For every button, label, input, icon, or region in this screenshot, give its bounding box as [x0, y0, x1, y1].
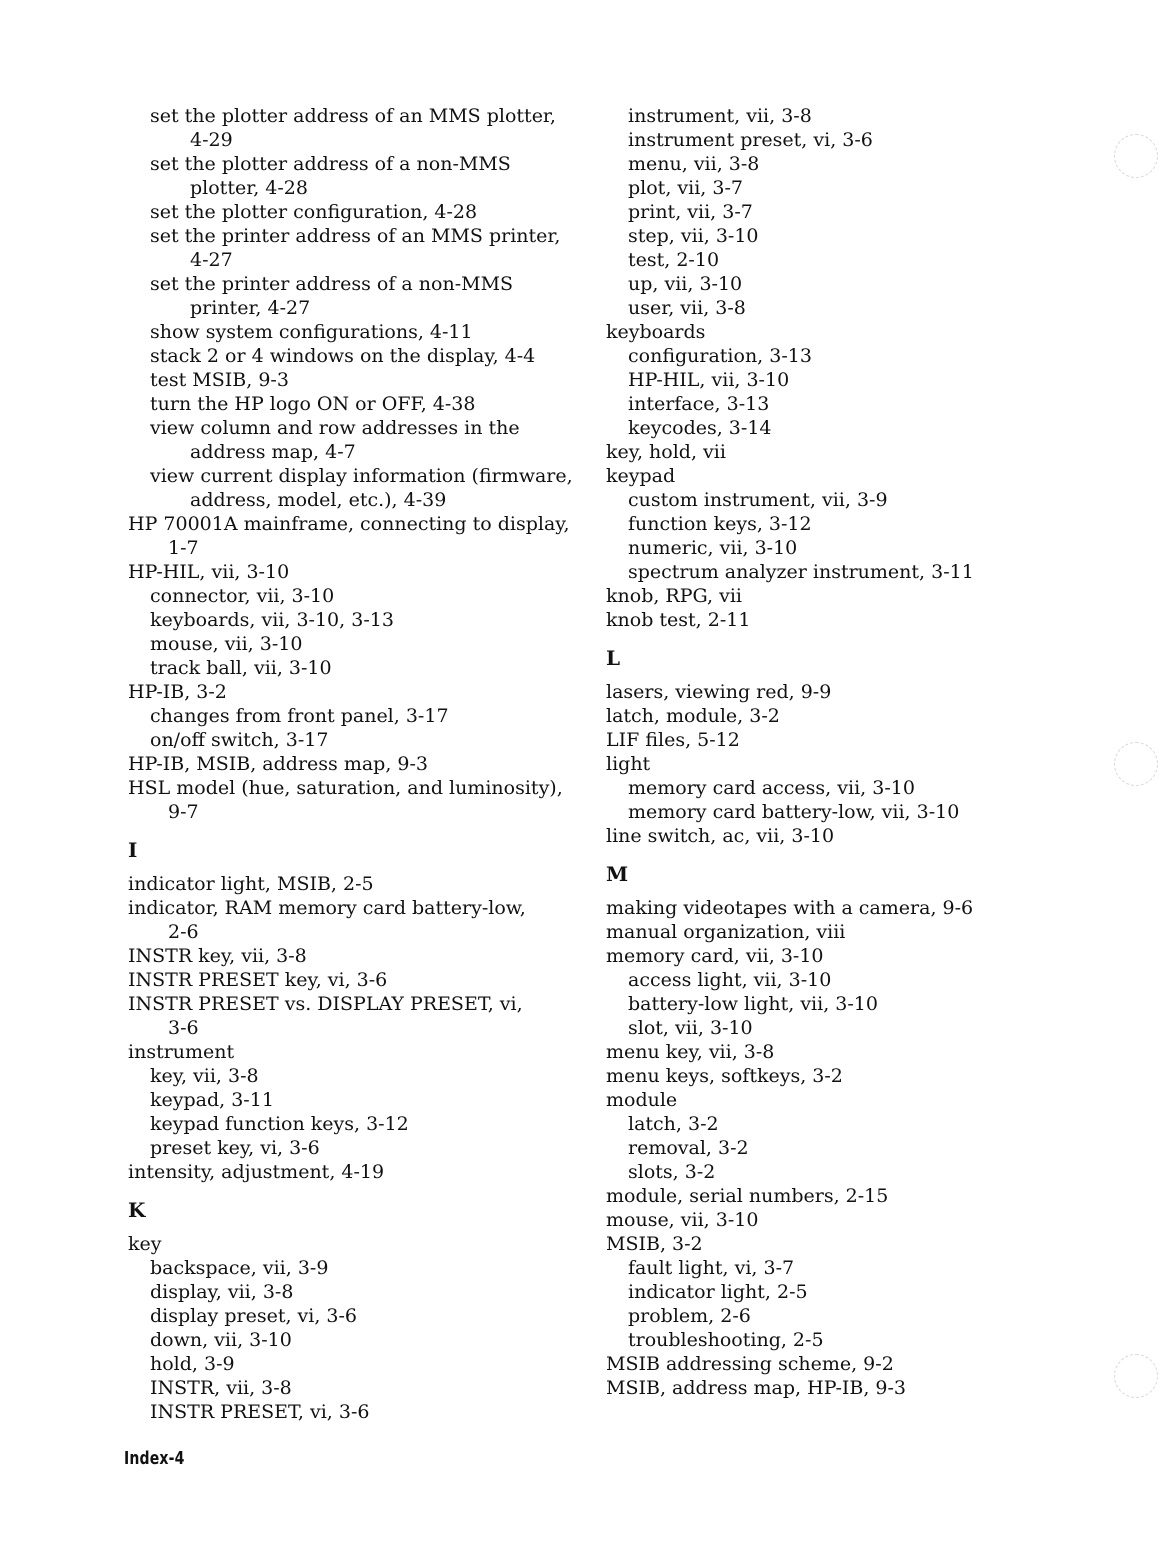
index-subentry — [128, 104, 588, 152]
entry-text: keypad function keys, 3-12 — [150, 1113, 409, 1135]
entry-text: INSTR, vii, 3-8 — [150, 1377, 292, 1399]
entry-text: display preset, vi, 3-6 — [150, 1305, 358, 1327]
index-subentry — [606, 992, 1066, 1016]
index-subentry — [606, 200, 1066, 224]
index-column-left — [128, 104, 588, 1424]
entry-continuation: 1-7 — [168, 537, 199, 559]
entry-text: keypad — [606, 465, 676, 487]
entry-text: up, vii, 3-10 — [628, 273, 743, 295]
index-subentry — [606, 272, 1066, 296]
entry-text: step, vii, 3-10 — [628, 225, 759, 247]
entry-text: slot, vii, 3-10 — [628, 1017, 753, 1039]
entry-text: HP 70001A mainframe, connecting to display, — [128, 513, 570, 535]
index-subentry — [606, 1280, 1066, 1304]
entry-text: lasers, viewing red, 9-9 — [606, 681, 832, 703]
entry-text: access light, vii, 3-10 — [628, 969, 832, 991]
index-subentry — [606, 1304, 1066, 1328]
entry-text: plot, vii, 3-7 — [628, 177, 743, 199]
index-entry — [606, 1376, 1066, 1400]
entry-text: MSIB addressing scheme, 9-2 — [606, 1353, 894, 1375]
entry-text: set the plotter address of an MMS plotter, — [150, 105, 556, 127]
entry-continuation: 2-6 — [168, 921, 199, 943]
index-subentry — [128, 272, 588, 320]
index-entry — [128, 512, 588, 560]
index-subentry — [128, 704, 588, 728]
index-subentry — [606, 800, 1066, 824]
section-heading-l: L — [606, 646, 621, 670]
entry-text: INSTR PRESET, vi, 3-6 — [150, 1401, 370, 1423]
entry-text: custom instrument, vii, 3-9 — [628, 489, 888, 511]
index-subentry — [606, 1112, 1066, 1136]
index-subentry — [606, 152, 1066, 176]
entry-text: LIF files, 5-12 — [606, 729, 740, 751]
entry-text: hold, 3-9 — [150, 1353, 235, 1375]
index-entry — [606, 584, 1066, 608]
entry-text: indicator light, 2-5 — [628, 1281, 808, 1303]
entry-text: HSL model (hue, saturation, and luminosity), — [128, 777, 563, 799]
entry-text: set the plotter address of a non-MMS — [150, 153, 511, 175]
index-subentry — [606, 368, 1066, 392]
index-entry — [128, 872, 588, 896]
index-entry — [128, 896, 588, 944]
entry-text: set the plotter configuration, 4-28 — [150, 201, 478, 223]
entry-text: memory card access, vii, 3-10 — [628, 777, 915, 799]
entry-continuation: printer, 4-27 — [190, 297, 311, 319]
index-subentry — [128, 1328, 588, 1352]
entry-text: display, vii, 3-8 — [150, 1281, 294, 1303]
index-subentry — [606, 1160, 1066, 1184]
index-subentry — [606, 488, 1066, 512]
entry-text: fault light, vi, 3-7 — [628, 1257, 795, 1279]
index-entry — [606, 320, 1066, 344]
index-subentry — [128, 152, 588, 200]
index-subentry — [606, 296, 1066, 320]
entry-text: changes from front panel, 3-17 — [150, 705, 449, 727]
index-entry — [606, 896, 1066, 920]
entry-continuation: plotter, 4-28 — [190, 177, 308, 199]
index-subentry — [128, 1088, 588, 1112]
entry-text: MSIB, 3-2 — [606, 1233, 703, 1255]
entry-text: track ball, vii, 3-10 — [150, 657, 332, 679]
entry-text: indicator light, MSIB, 2-5 — [128, 873, 374, 895]
index-entry — [128, 1232, 588, 1256]
index-subentry — [606, 392, 1066, 416]
entry-continuation: 4-29 — [190, 129, 233, 151]
index-subentry — [128, 1064, 588, 1088]
index-entry — [606, 1208, 1066, 1232]
entry-continuation: 4-27 — [190, 249, 233, 271]
index-entry — [606, 1184, 1066, 1208]
index-subentry — [128, 344, 588, 368]
entry-text: menu keys, softkeys, 3-2 — [606, 1065, 843, 1087]
entry-text: key, vii, 3-8 — [150, 1065, 259, 1087]
section-heading-i: I — [128, 838, 138, 862]
entry-text: HP-HIL, vii, 3-10 — [128, 561, 290, 583]
index-subentry — [606, 128, 1066, 152]
index-subentry — [128, 1280, 588, 1304]
index-subentry — [606, 224, 1066, 248]
section-heading-m: M — [606, 862, 629, 886]
entry-text: MSIB, address map, HP-IB, 9-3 — [606, 1377, 907, 1399]
entry-text: key — [128, 1233, 162, 1255]
index-entry — [606, 440, 1066, 464]
entry-text: connector, vii, 3-10 — [150, 585, 335, 607]
index-entry — [128, 776, 588, 824]
entry-continuation: 9-7 — [168, 801, 199, 823]
index-subentry — [128, 584, 588, 608]
entry-text: memory card, vii, 3-10 — [606, 945, 824, 967]
index-entry — [606, 704, 1066, 728]
entry-text: numeric, vii, 3-10 — [628, 537, 798, 559]
entry-text: HP-HIL, vii, 3-10 — [628, 369, 790, 391]
entry-text: INSTR PRESET key, vi, 3-6 — [128, 969, 388, 991]
index-entry — [128, 1160, 588, 1184]
entry-text: preset key, vi, 3-6 — [150, 1137, 320, 1159]
entry-text: stack 2 or 4 windows on the display, 4-4 — [150, 345, 536, 367]
entry-text: keycodes, 3-14 — [628, 417, 772, 439]
index-subentry — [128, 1256, 588, 1280]
index-entry — [606, 920, 1066, 944]
entry-text: keypad, 3-11 — [150, 1089, 274, 1111]
entry-text: problem, 2-6 — [628, 1305, 751, 1327]
entry-text: interface, 3-13 — [628, 393, 770, 415]
index-entry — [606, 1040, 1066, 1064]
index-entry — [606, 1064, 1066, 1088]
entry-text: troubleshooting, 2-5 — [628, 1329, 824, 1351]
index-entry — [128, 944, 588, 968]
entry-text: instrument — [128, 1041, 235, 1063]
entry-text: knob, RPG, vii — [606, 585, 742, 607]
index-entry — [128, 560, 588, 584]
index-entry — [606, 824, 1066, 848]
entry-text: module — [606, 1089, 678, 1111]
entry-text: menu, vii, 3-8 — [628, 153, 760, 175]
index-subentry — [128, 416, 588, 464]
entry-text: test, 2-10 — [628, 249, 720, 271]
entry-text: keyboards — [606, 321, 706, 343]
index-subentry — [128, 368, 588, 392]
index-subentry — [606, 416, 1066, 440]
index-subentry — [606, 1328, 1066, 1352]
index-subentry — [606, 176, 1066, 200]
entry-continuation: 3-6 — [168, 1017, 199, 1039]
index-subentry — [128, 1352, 588, 1376]
punch-hole-top — [1114, 134, 1158, 178]
index-subentry — [128, 1376, 588, 1400]
punch-hole-bottom — [1114, 1354, 1158, 1398]
index-entry — [606, 1088, 1066, 1112]
entry-text: light — [606, 753, 651, 775]
entry-text: INSTR key, vii, 3-8 — [128, 945, 307, 967]
entry-text: memory card battery-low, vii, 3-10 — [628, 801, 960, 823]
entry-text: menu key, vii, 3-8 — [606, 1041, 775, 1063]
index-entry — [606, 680, 1066, 704]
index-entry — [606, 944, 1066, 968]
entry-text: view column and row addresses in the — [150, 417, 520, 439]
index-subentry — [128, 224, 588, 272]
entry-text: HP-IB, MSIB, address map, 9-3 — [128, 753, 429, 775]
index-subentry — [606, 512, 1066, 536]
index-subentry — [128, 632, 588, 656]
entry-text: HP-IB, 3-2 — [128, 681, 227, 703]
index-subentry — [128, 728, 588, 752]
entry-text: turn the HP logo ON or OFF, 4-38 — [150, 393, 476, 415]
index-entry — [128, 1040, 588, 1064]
entry-text: intensity, adjustment, 4-19 — [128, 1161, 385, 1183]
entry-text: indicator, RAM memory card battery-low, — [128, 897, 526, 919]
index-entry — [128, 680, 588, 704]
index-subentry — [606, 248, 1066, 272]
index-entry — [128, 992, 588, 1040]
index-entry — [606, 728, 1066, 752]
index-subentry — [128, 1112, 588, 1136]
entry-text: key, hold, vii — [606, 441, 726, 463]
index-entry — [606, 752, 1066, 776]
entry-text: user, vii, 3-8 — [628, 297, 746, 319]
entry-text: configuration, 3-13 — [628, 345, 812, 367]
entry-text: function keys, 3-12 — [628, 513, 812, 535]
page-number-label: Index-4 — [124, 1448, 185, 1469]
entry-text: down, vii, 3-10 — [150, 1329, 292, 1351]
entry-text: latch, module, 3-2 — [606, 705, 780, 727]
entry-text: mouse, vii, 3-10 — [150, 633, 303, 655]
entry-text: show system configurations, 4-11 — [150, 321, 473, 343]
entry-text: slots, 3-2 — [628, 1161, 716, 1183]
entry-text: module, serial numbers, 2-15 — [606, 1185, 889, 1207]
entry-text: backspace, vii, 3-9 — [150, 1257, 329, 1279]
index-subentry — [606, 776, 1066, 800]
section-heading-k: K — [128, 1198, 146, 1222]
index-subentry — [606, 344, 1066, 368]
index-entry — [128, 968, 588, 992]
index-subentry — [606, 536, 1066, 560]
index-subentry — [606, 1256, 1066, 1280]
entry-text: making videotapes with a camera, 9-6 — [606, 897, 974, 919]
entry-text: set the printer address of an MMS printer, — [150, 225, 561, 247]
index-subentry — [128, 200, 588, 224]
index-entry — [606, 1232, 1066, 1256]
index-entry — [606, 464, 1066, 488]
entry-text: set the printer address of a non-MMS — [150, 273, 514, 295]
index-subentry — [128, 464, 588, 512]
index-subentry — [606, 968, 1066, 992]
index-subentry — [128, 1136, 588, 1160]
index-subentry — [606, 104, 1066, 128]
entry-text: keyboards, vii, 3-10, 3-13 — [150, 609, 394, 631]
index-column-right — [606, 104, 1066, 1400]
index-subentry — [128, 1304, 588, 1328]
punch-hole-middle — [1114, 742, 1158, 786]
entry-text: view current display information (firmware, — [150, 465, 573, 487]
entry-text: spectrum analyzer instrument, 3-11 — [628, 561, 974, 583]
index-subentry — [128, 392, 588, 416]
index-subentry — [128, 656, 588, 680]
entry-text: instrument, vii, 3-8 — [628, 105, 812, 127]
entry-text: mouse, vii, 3-10 — [606, 1209, 759, 1231]
entry-text: line switch, ac, vii, 3-10 — [606, 825, 835, 847]
entry-text: instrument preset, vi, 3-6 — [628, 129, 873, 151]
index-entry — [606, 1352, 1066, 1376]
entry-text: INSTR PRESET vs. DISPLAY PRESET, vi, — [128, 993, 523, 1015]
index-subentry — [128, 608, 588, 632]
index-subentry — [606, 1136, 1066, 1160]
index-entry — [606, 608, 1066, 632]
entry-continuation: address, model, etc.), 4-39 — [190, 489, 447, 511]
entry-text: on/off switch, 3-17 — [150, 729, 329, 751]
entry-text: removal, 3-2 — [628, 1137, 749, 1159]
entry-continuation: address map, 4-7 — [190, 441, 356, 463]
entry-text: print, vii, 3-7 — [628, 201, 753, 223]
index-subentry — [128, 320, 588, 344]
index-subentry — [606, 560, 1066, 584]
index-subentry — [128, 1400, 588, 1424]
entry-text: battery-low light, vii, 3-10 — [628, 993, 878, 1015]
entry-text: knob test, 2-11 — [606, 609, 751, 631]
entry-text: manual organization, viii — [606, 921, 846, 943]
index-entry — [128, 752, 588, 776]
entry-text: test MSIB, 9-3 — [150, 369, 289, 391]
index-subentry — [606, 1016, 1066, 1040]
entry-text: latch, 3-2 — [628, 1113, 719, 1135]
